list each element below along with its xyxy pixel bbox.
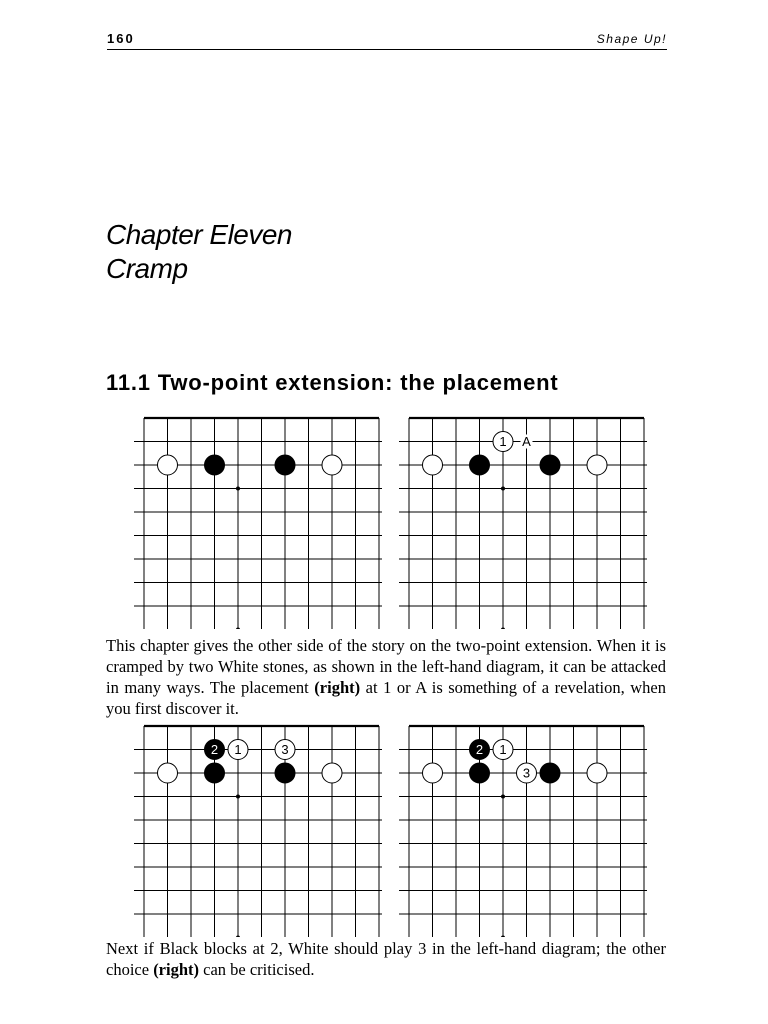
white-stone [493, 432, 513, 452]
page-header-title: Shape Up! [596, 32, 667, 46]
black-stone [470, 740, 490, 760]
white-stone [517, 763, 537, 783]
go-board [387, 414, 647, 629]
chapter-subtitle: Cramp [106, 253, 188, 284]
black-stone [540, 455, 560, 475]
star-point [501, 628, 505, 630]
paragraph-2 [106, 938, 666, 980]
stone-number: 2 [210, 742, 219, 757]
white-stone [587, 763, 607, 783]
go-diagram-2-right [387, 722, 647, 937]
black-stone [540, 763, 560, 783]
white-stone [275, 740, 295, 760]
star-point [236, 795, 240, 799]
go-diagram-2-left [122, 722, 382, 937]
star-point [501, 795, 505, 799]
stone-number: 1 [234, 742, 242, 757]
star-point [501, 487, 505, 491]
white-stone [322, 455, 342, 475]
chapter-heading [106, 218, 292, 286]
black-stone [205, 740, 225, 760]
paragraph-1-bold: (right) [314, 678, 361, 697]
chapter-title: Chapter Eleven [106, 219, 293, 250]
point-label: A [522, 434, 531, 449]
paragraph-1 [106, 635, 666, 719]
white-stone [587, 455, 607, 475]
paragraph-2-text-end: can be criticised. [199, 960, 315, 979]
white-stone [158, 763, 178, 783]
paragraph-2-text: Next if Black blocks at 2, White should play 3 in the left-hand diagram; the other choice [106, 939, 666, 979]
white-stone [423, 455, 443, 475]
stone-number: 1 [499, 742, 507, 757]
white-stone [423, 763, 443, 783]
black-stone [205, 763, 225, 783]
paragraph-1-text-end: at 1 or A is something of a revelation, when you first discover it. [106, 678, 666, 718]
white-stone [493, 740, 513, 760]
star-point [236, 487, 240, 491]
white-stone [158, 455, 178, 475]
go-diagram-1-right [387, 414, 647, 629]
paragraph-1-text: This chapter gives the other side of the story on the two-point extension. When it is cramped by two White stones, as shown in the left-hand diagram, it can be attacked in many ways. The placement [106, 636, 666, 697]
white-stone [322, 763, 342, 783]
black-stone [275, 455, 295, 475]
black-stone [205, 455, 225, 475]
go-board [387, 722, 647, 937]
stone-number: 3 [522, 765, 531, 781]
black-stone [470, 763, 490, 783]
stone-number: 1 [499, 434, 507, 449]
go-diagram-1-left [122, 414, 382, 629]
white-stone [228, 740, 248, 760]
star-point [236, 936, 240, 938]
header-rule [107, 49, 667, 50]
black-stone [470, 455, 490, 475]
section-title: 11.1 Two-point extension: the placement [106, 370, 559, 395]
go-board [122, 414, 382, 629]
page-header-number: 160 [107, 31, 135, 46]
stone-number: 2 [475, 742, 484, 757]
stone-number: 3 [281, 742, 289, 757]
paragraph-2-bold: (right) [153, 960, 200, 979]
black-stone [275, 763, 295, 783]
go-board [122, 722, 382, 937]
star-point [236, 628, 240, 630]
star-point [501, 936, 505, 938]
